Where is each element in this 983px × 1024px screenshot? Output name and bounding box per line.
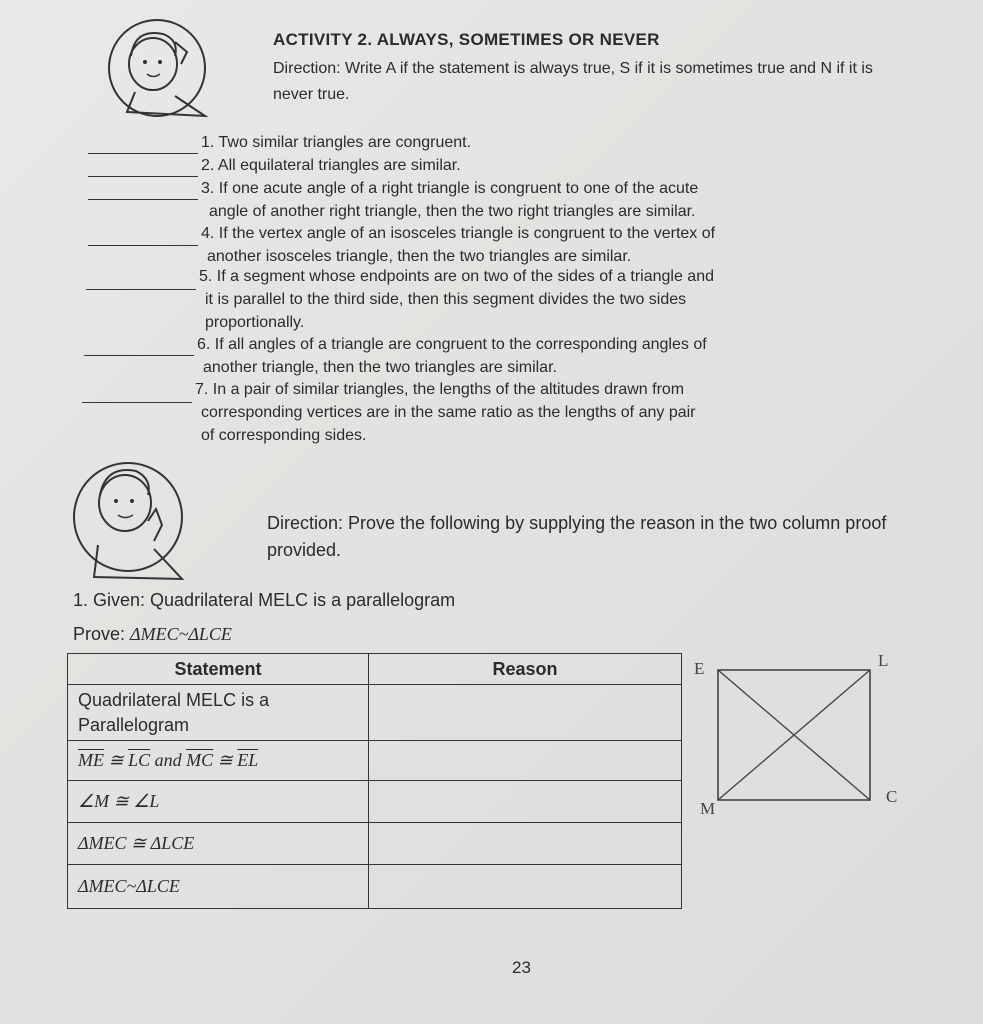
prove-statement: [73, 624, 232, 645]
reason-header: Reason: [369, 654, 682, 685]
statement-cell: ΔMEC ≅ ΔLCE: [68, 823, 369, 865]
answer-blank-4[interactable]: [88, 245, 198, 246]
given-statement: 1. Given: Quadrilateral MELC is a parallelogram: [73, 590, 456, 610]
reason-input-cell[interactable]: [369, 823, 682, 865]
prove-expression: ΔMEC~ΔLCE: [130, 624, 232, 644]
answer-blank-1[interactable]: [88, 153, 198, 154]
reason-input-cell[interactable]: [369, 741, 682, 781]
table-row: [68, 685, 682, 741]
item-4: 4. If the vertex angle of an isosceles triangle is congruent to the vertex of another isosceles triangle, then the two triangles are similar.: [201, 225, 716, 265]
item-5: 5. If a segment whose endpoints are on two of the sides of a triangle and it is parallel to the third side, then this segment divides the two sides proportionally.: [199, 268, 714, 331]
reason-input-cell[interactable]: [369, 865, 682, 909]
item-2: 2. All equilateral triangles are similar.: [201, 157, 461, 174]
statement-cell: Quadrilateral MELC is a Parallelogram: [68, 685, 369, 741]
item-3: 3. If one acute angle of a right triangle is congruent to one of the acute angle of another right triangle, then the two right triangles are similar.: [201, 180, 699, 220]
vertex-label-m: M: [700, 799, 716, 818]
vertex-label-e: E: [694, 659, 705, 678]
vertex-label-c: C: [886, 787, 898, 806]
table-row: [68, 781, 682, 823]
reason-input-cell[interactable]: [369, 781, 682, 823]
prove-label: Prove:: [73, 624, 126, 644]
table-header-row: [68, 654, 682, 685]
answer-blank-7[interactable]: [82, 402, 192, 403]
statement-cell: $\overline{ME}$ ≅ $\overline{LC}$ and $\overline{MC}$ ≅ $\overline{EL}$: [68, 741, 369, 781]
activity-title: ACTIVITY 2. ALWAYS, SOMETIMES OR NEVER: [273, 30, 660, 49]
answer-blank-3[interactable]: [88, 199, 198, 200]
answer-blank-6[interactable]: [84, 355, 194, 356]
item-7: 7. In a pair of similar triangles, the lengths of the altitudes drawn from corresponding vertices are in the same ratio as the lengths of any pair of corresponding sides.: [195, 381, 696, 444]
table-row: [68, 865, 682, 909]
answer-blank-5[interactable]: [86, 289, 196, 290]
item-1: 1. Two similar triangles are congruent.: [201, 134, 472, 151]
activity-direction: Direction: Write A if the statement is always true, S if it is sometimes true and N if it is never true.: [273, 60, 873, 103]
proof-direction: Direction: Prove the following by supplying the reason in the two column proof provided.: [267, 513, 887, 560]
two-column-proof-table: [67, 653, 682, 909]
statement-cell: ∠M ≅ ∠L: [68, 781, 369, 823]
vertex-label-l: L: [878, 651, 889, 670]
item-6: 6. If all angles of a triangle are congruent to the corresponding angles of another triangle, then the two triangles are similar.: [197, 336, 707, 376]
student-thumbs-up-icon: [70, 455, 185, 585]
student-avatar-icon: [105, 12, 215, 124]
page-number: 23: [512, 958, 531, 977]
parallelogram-figure: [690, 650, 910, 825]
reason-input-cell[interactable]: [369, 685, 682, 741]
statement-cell: ΔMEC~ΔLCE: [68, 865, 369, 909]
answer-blank-2[interactable]: [88, 176, 198, 177]
table-row: [68, 823, 682, 865]
statement-header: Statement: [68, 654, 369, 685]
table-row: [68, 741, 682, 781]
